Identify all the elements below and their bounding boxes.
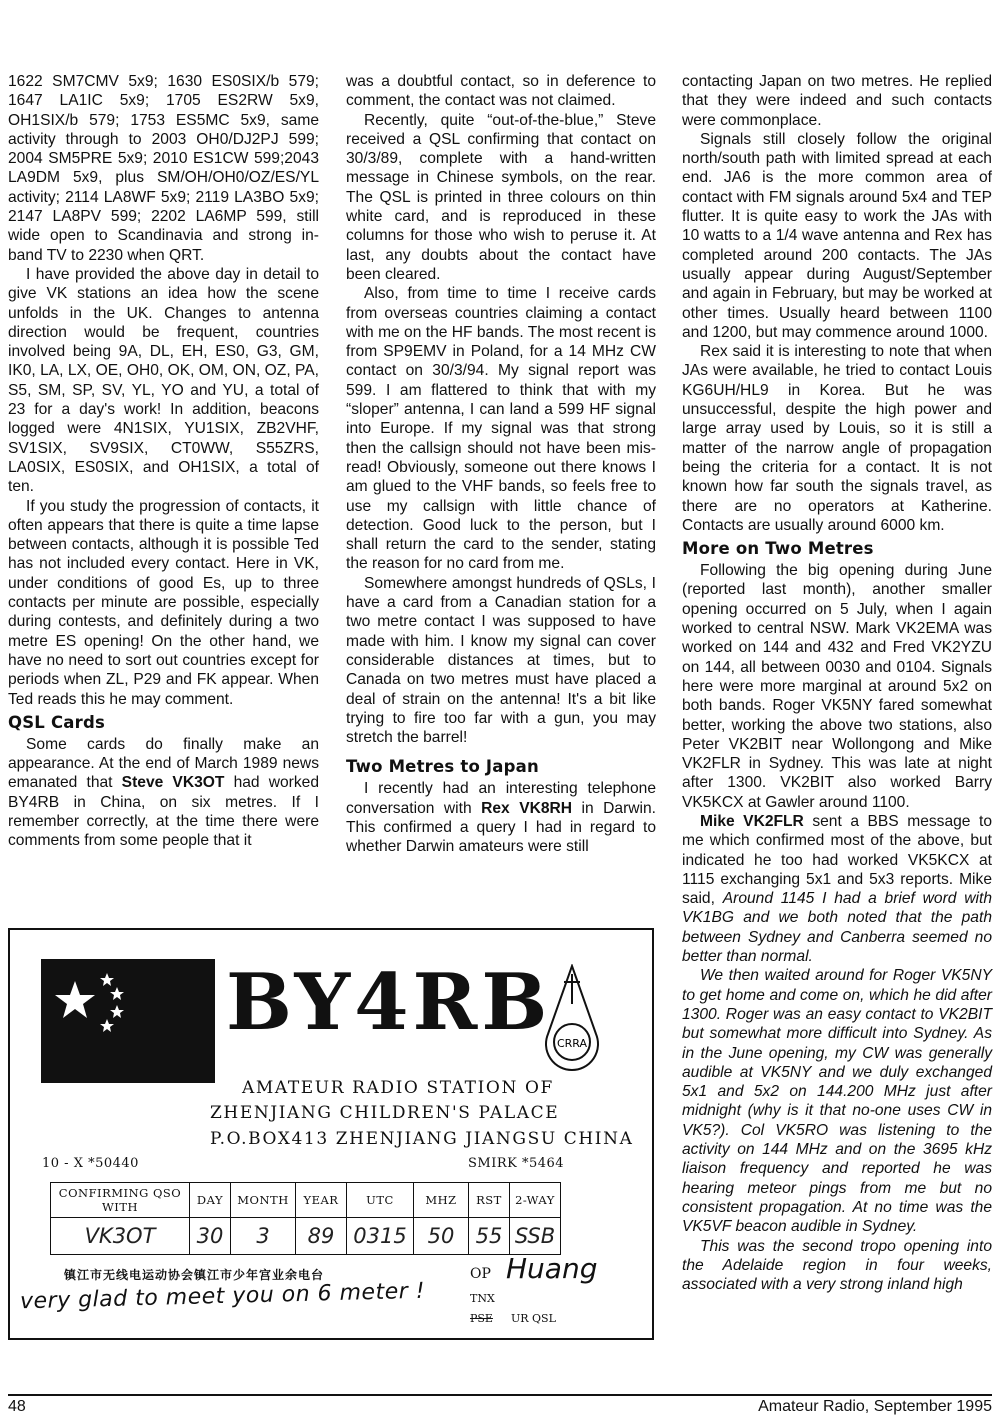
paragraph: Somewhere amongst hundreds of QSLs, I have a card from a Canadian station for a two metre contact I was supposed to have made with him. I know my signal can cover considerable distances at times, but to Canada on two metres must have placed a deal of strain on the antenna! It's a bit like trying to fire too far with a gun, you may stretch the barrel! bbox=[346, 574, 656, 747]
paragraph: Signals still closely follow the original north/south path with limited spread at each end. JA6 is the more common area of contact with FM signals around 5x4 and TEP flutter. It is quite easy to work the JAs with 10 watts to a 1/4 wave antenna and Rex has completed around 200 contacts. The JAs usually appear during August/September and again in February, but may be worked at other times. Usually heard between 1100 and 1200, but may commence around 1000. bbox=[682, 130, 992, 341]
paragraph: Following the big opening during June (reported last month), another smaller opening occurred on 5 July, when I again worked to central NSW. Mark VK2EMA was worked on 144 and 432 and Fred VK2YZU on 144, all between 0030 and 0104. Signals here were more marginal at around 5x2 on both bands. Roger VK5NY fared somewhat better, working the above two stations, also Peter VK2BIT near Wollongong and Mike VK2FLR in Sydney. This was late at night after 1300. VK2BIT also worked Barry VK5KCX at Gawler around 1100. bbox=[682, 562, 992, 811]
text-run: Some cards do finally make an appearance. At the end of March 1989 news emanated that bbox=[8, 735, 319, 792]
paragraph: I have provided the above day in detail to give VK stations an idea how the scene unfolds in the UK. Changes to antenna direction would be frequent, countries involved being 9A, DL, EH, ES0, G3, GM, IK0, LA, LX, OE, OH0, OK, OM, ON, OZ, PA, S5, SM, SP, SV, YL, YO and YU, a total of 23 for a day's work! In addition, beacons logged were 4N1SIX, YU1SIX, ZB2VHF, SV1SIX, SV9SIX, CT0WW, S55ZRS, LA0SIX, ES0SIX, and OH1SIX, a total of ten. bbox=[8, 265, 319, 496]
paragraph: Recently, quite “out-of-the-blue,” Steve received a QSL confirming that contact on 30/3/89, complete with a hand-written message in Chinese symbols, on the rear. The QSL is printed in three colours on thin white card, and is reproduced in these columns for those who wish to peruse it. At last, any doubts about the contact have been cleared. bbox=[346, 111, 656, 283]
paragraph: contacting Japan on two metres. He replied that they were indeed and such contacts were commonplace. bbox=[682, 73, 992, 129]
card-address-line: P.O.BOX413 ZHENJIANG JIANGSU CHINA bbox=[210, 1129, 634, 1149]
logo-text: CRRA bbox=[556, 1037, 588, 1050]
issue-title: Amateur Radio, September 1995 bbox=[758, 1398, 992, 1415]
footer-rule bbox=[8, 1394, 992, 1396]
paragraph: was a doubtful contact, so in deference to comment, the contact was not claimed. bbox=[346, 73, 656, 110]
card-station-line: AMATEUR RADIO STATION OF bbox=[242, 1078, 554, 1098]
crra-logo-icon bbox=[542, 964, 602, 1074]
paragraph bbox=[8, 735, 319, 851]
paragraph: If you study the progression of contacts, it often appears that there is quite a time lapse between contacts, although it is possible Ted has not included every contact. Here in VK, under conditions of good Es, up to three contacts per minute are possible, especially during contests, and definitely during a two metre ES opening! On the other hand, we have no need to sort out countries except for periods when ZL, P29 and FK appear. When Ted reads this he may comment. bbox=[8, 497, 319, 708]
section-heading-qsl-cards: QSL Cards bbox=[8, 712, 105, 732]
section-heading-two-metres-japan: Two Metres to Japan bbox=[346, 757, 539, 777]
text-run: sent a BBS message to me which confirmed most of the above, but indicated he too had worked VK5KCX at 1115 exchanging 5x1 and 5x3 reports. Mike said, bbox=[682, 812, 992, 908]
card-tnx-label: TNX bbox=[470, 1292, 495, 1305]
article-column-1 bbox=[8, 72, 319, 851]
paragraph bbox=[346, 779, 656, 856]
bold-name: Rex VK8RH bbox=[481, 799, 573, 817]
flag-stars bbox=[41, 959, 215, 1083]
qso-value-row bbox=[51, 1218, 561, 1255]
bold-name: Mike VK2FLR bbox=[700, 812, 804, 830]
paragraph: Rex said it is interesting to note that when JAs were available, he tried to contact Louis KG6UH/HL9 in Korea. But he was unsuccessful, despite the high power and large array used by Louis, so it is still a matter of the narrow angle of propagation being the criteria for a contact. It is not known how far south the signals travel, as there are no operators at Katherine. Contacts are usually around 6000 km. bbox=[682, 343, 992, 534]
value-cell: VK3OT bbox=[51, 1218, 190, 1255]
value-cell: SSB bbox=[510, 1218, 561, 1255]
card-serial-right: SMIRK *5464 bbox=[468, 1156, 565, 1171]
value-cell: 55 bbox=[469, 1218, 510, 1255]
card-serial-left: 10 - X *50440 bbox=[42, 1156, 139, 1171]
value-cell: 3 bbox=[231, 1218, 296, 1255]
card-handwritten-note: very glad to meet you on 6 meter ! bbox=[19, 1278, 426, 1315]
header-cell: CONFIRMING QSO WITH bbox=[51, 1183, 190, 1218]
qsl-card-image bbox=[8, 928, 654, 1340]
card-pse-ur-qsl bbox=[470, 1312, 556, 1325]
card-op-signature: Huang bbox=[506, 1252, 598, 1285]
value-cell: 30 bbox=[190, 1218, 231, 1255]
qso-table bbox=[50, 1182, 561, 1255]
paragraph: Also, from time to time I receive cards from overseas countries claiming a contact with me on the HF bands. The most recent is from SP9EMV in Poland, for a 14 MHz CW contact on 30/3/94. My signal report was 599. I am flattered to think that with my “sloper” antenna, I can land a 599 HF signal into Europe. If my signal was that strong then the callsign should not have been mis-read! Obviously, someone out there knows I am glued to the VHF bands, so feels free to use my callsign with little chance of detection. Good luck to the person, but I shall return the card to the sender, stating the reason for no card from me. bbox=[346, 285, 656, 573]
card-palace-line: ZHENJIANG CHILDREN'S PALACE bbox=[210, 1103, 560, 1123]
card-callsign: BY4RB bbox=[226, 957, 552, 1048]
article-column-3 bbox=[682, 72, 992, 1294]
paragraph: 1622 SM7CMV 5x9; 1630 ES0SIX/b 579; 1647 LA1IC 5x9; 1705 ES2RW 5x9, OH1SIX/b 579; 1753 ES5MC 5x9, same activity through to 2003 OH0/DJ2PJ 599; 2004 SM5PRE 5x9; 2010 ES1CW 599;2043 LA9DM 5x9, plus SM/OH/OH0/OZ/ES/YL activity; 2114 LA8WF 5x9; 2119 LA3BO 5x9; 2147 LA8PV 599; 2202 LA6MP 599, still wide open to Scandinavia and strong in-band TV to 2230 when QRT. bbox=[8, 73, 319, 264]
pse-struck: PSE bbox=[470, 1312, 493, 1325]
header-cell: MHZ bbox=[414, 1183, 469, 1218]
china-flag-icon bbox=[41, 959, 215, 1083]
section-heading-more-two-metres: More on Two Metres bbox=[682, 539, 874, 559]
text-run: I recently had an interesting telephone conversation with bbox=[346, 780, 656, 817]
header-cell: UTC bbox=[347, 1183, 414, 1218]
quoted-text: Around 1145 I had a brief word with VK1BG and we both noted that the path between Sydney and Canberra seemed no better than normal. bbox=[682, 890, 992, 966]
ur-qsl: UR QSL bbox=[510, 1312, 556, 1325]
qso-header-row bbox=[51, 1183, 561, 1218]
paragraph bbox=[682, 812, 992, 966]
card-chinese-line: 镇江市无线电运动协会镇江市少年宫业余电台 bbox=[64, 1268, 325, 1282]
header-cell: YEAR bbox=[296, 1183, 347, 1218]
paragraph bbox=[682, 1237, 992, 1295]
header-cell: 2-WAY bbox=[510, 1183, 561, 1218]
page-number: 48 bbox=[8, 1398, 26, 1415]
value-cell: 0315 bbox=[347, 1218, 414, 1255]
text-run: in Darwin. This confirmed a query I had in regard to whether Darwin amateurs were still bbox=[346, 799, 657, 856]
header-cell: MONTH bbox=[231, 1183, 296, 1218]
quoted-text: We then waited around for Roger VK5NY to get home and come on, which he did after 1300. Roger was an easy contact to VK2BIT but somewhat more difficult into Sydney. As in the June opening, my CW was generally audible at VK5NY and we duly exchanged 5x1 and 5x2 on 144.200 MHz just after midnight (why is it that no-one uses CW in VK5?). Col VK5RO was listening to the activity on 144 MHz and on the 3695 kHz liaison frequency and reported he was hearing meteor pings from me but no consistent propagation. At no time was the VK5VF beacon audible in Sydney. bbox=[682, 967, 992, 1236]
bold-name: Steve VK3OT bbox=[121, 774, 225, 792]
value-cell: 50 bbox=[414, 1218, 469, 1255]
value-cell: 89 bbox=[296, 1218, 347, 1255]
header-cell: DAY bbox=[190, 1183, 231, 1218]
quoted-text: This was the second tropo opening into the Adelaide region in four weeks, associated with a very strong inland high bbox=[682, 1237, 992, 1294]
paragraph bbox=[682, 966, 992, 1236]
header-cell: RST bbox=[469, 1183, 510, 1218]
text-run: had worked BY4RB in China, on six metres. If I remember correctly, at the time there were comments from some people that it bbox=[8, 774, 319, 850]
article-column-2 bbox=[346, 72, 656, 857]
card-op-label: OP bbox=[470, 1266, 491, 1282]
